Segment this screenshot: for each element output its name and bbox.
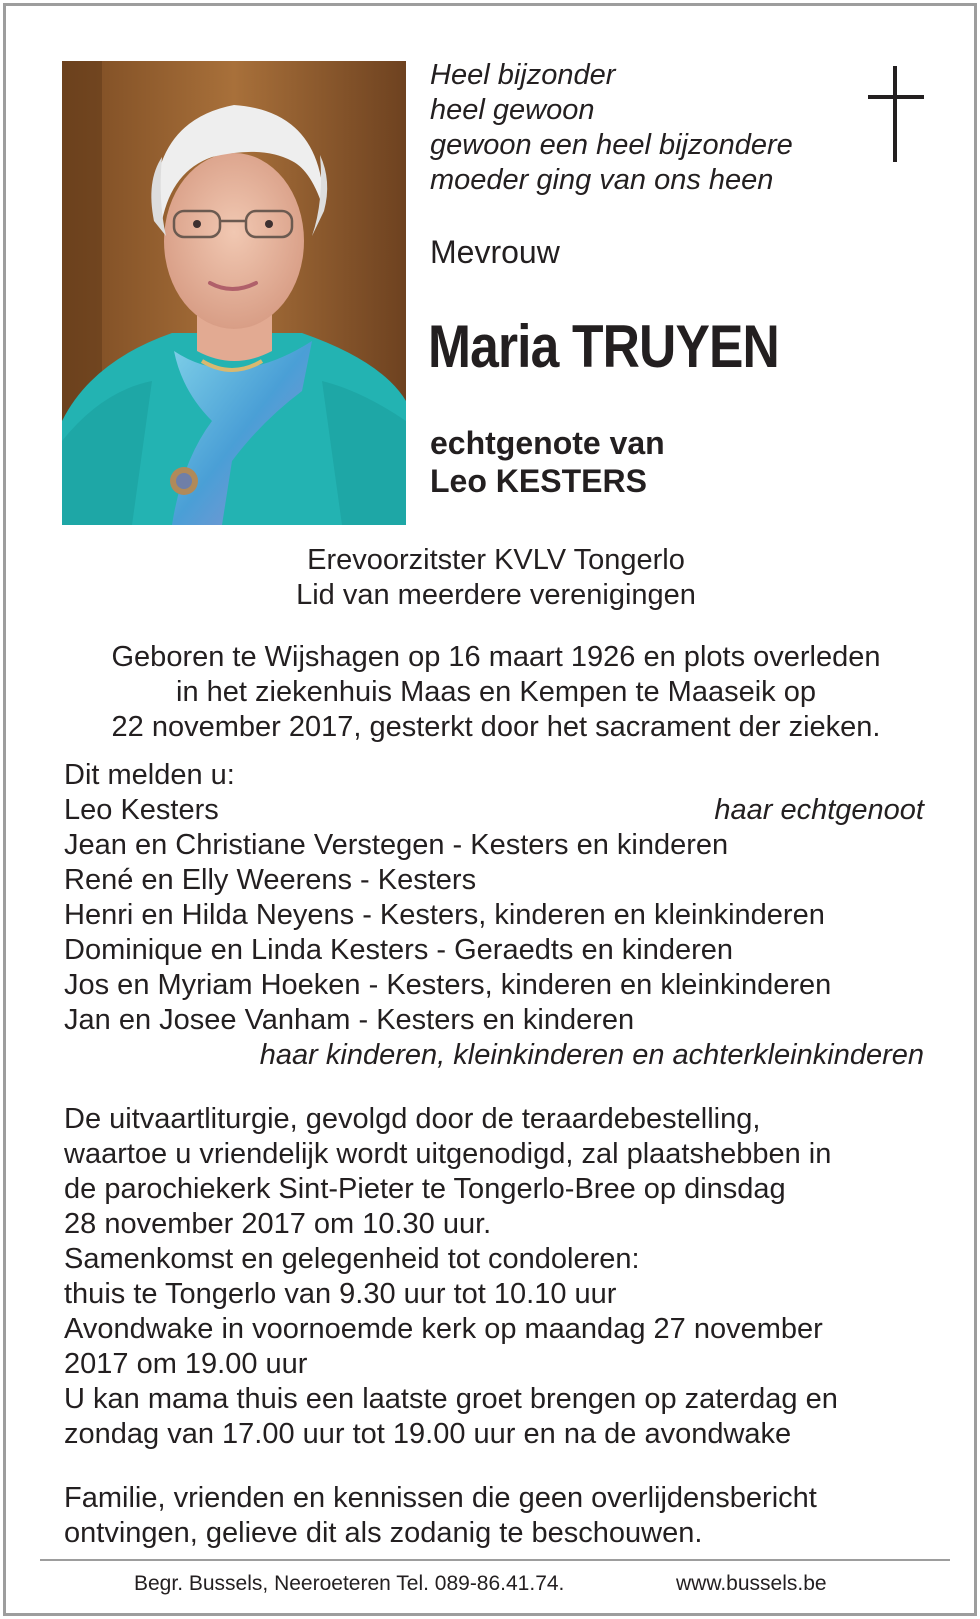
funeral-line: waartoe u vriendelijk wordt uitgenodigd, zal plaatshebben in xyxy=(64,1138,832,1170)
honorific: Mevrouw xyxy=(430,234,560,270)
mourner-row: Jean en Christiane Verstegen - Kesters en kinderen xyxy=(64,829,729,861)
funeral-line: 28 november 2017 om 10.30 uur. xyxy=(64,1208,492,1240)
closing-line: Familie, vrienden en kennissen die geen overlijdensbericht xyxy=(64,1482,817,1514)
spouse-label: echtgenote van xyxy=(430,425,665,461)
role-line: Lid van meerdere verenigingen xyxy=(296,579,696,611)
mourner-relation: haar echtgenoot xyxy=(714,794,924,826)
funeral-details xyxy=(64,1102,924,1452)
mourner-row-spouse xyxy=(64,793,924,828)
poem-line: moeder ging van ons heen xyxy=(430,164,774,196)
poem-line: Heel bijzonder xyxy=(430,59,616,91)
role-line: Erevoorzitster KVLV Tongerlo xyxy=(307,544,685,576)
portrait-image xyxy=(62,61,406,525)
birth-line: in het ziekenhuis Maas en Kempen te Maaseik op xyxy=(176,676,816,708)
footer-divider xyxy=(40,1559,950,1561)
spouse-block xyxy=(430,424,665,500)
poem-line: heel gewoon xyxy=(430,94,595,126)
mourner-row: Jan en Josee Vanham - Kesters en kinderen xyxy=(64,1004,635,1036)
deceased-name: Maria TRUYEN xyxy=(428,313,779,380)
website-link[interactable]: www.bussels.be xyxy=(676,1572,827,1595)
mourner-row: Henri en Hilda Neyens - Kesters, kinderen en kleinkinderen xyxy=(64,899,825,931)
spouse-name: Leo KESTERS xyxy=(430,463,647,499)
mourners-list xyxy=(64,758,924,1073)
portrait-photo xyxy=(62,61,406,525)
funeral-line: de parochiekerk Sint-Pieter te Tongerlo-Bree op dinsdag xyxy=(64,1173,786,1205)
mourners-intro: Dit melden u: xyxy=(64,759,235,791)
closing-line: ontvingen, gelieve dit als zodanig te beschouwen. xyxy=(64,1517,703,1549)
mourner-name: Leo Kesters xyxy=(64,794,219,826)
children-relation: haar kinderen, kleinkinderen en achterkleinkinderen xyxy=(259,1039,924,1071)
roles xyxy=(46,543,946,613)
death-notice-card xyxy=(3,3,977,1616)
birth-line: Geboren te Wijshagen op 16 maart 1926 en plots overleden xyxy=(111,641,881,673)
poem-line: gewoon een heel bijzondere xyxy=(430,129,793,161)
funeral-line: U kan mama thuis een laatste groet brengen op zaterdag en xyxy=(64,1383,838,1415)
birth-death-info xyxy=(46,640,946,745)
closing-note xyxy=(64,1481,924,1551)
cross-icon xyxy=(868,66,924,162)
mourner-row: Jos en Myriam Hoeken - Kesters, kinderen en kleinkinderen xyxy=(64,969,832,1001)
funeral-line: 2017 om 19.00 uur xyxy=(64,1348,308,1380)
undertaker-info: Begr. Bussels, Neeroeteren Tel. 089-86.41.74. xyxy=(134,1572,565,1595)
funeral-line: Avondwake in voornoemde kerk op maandag 27 november xyxy=(64,1313,823,1345)
funeral-line: De uitvaartliturgie, gevolgd door de teraardebestelling, xyxy=(64,1103,761,1135)
mourner-row: René en Elly Weerens - Kesters xyxy=(64,864,477,896)
birth-line: 22 november 2017, gesterkt door het sacrament der zieken. xyxy=(111,711,881,743)
mourner-row: Dominique en Linda Kesters - Geraedts en kinderen xyxy=(64,934,733,966)
funeral-line: zondag van 17.00 uur tot 19.00 uur en na de avondwake xyxy=(64,1418,792,1450)
poem xyxy=(430,58,793,198)
funeral-line: Samenkomst en gelegenheid tot condoleren: xyxy=(64,1243,640,1275)
funeral-line: thuis te Tongerlo van 9.30 uur tot 10.10 uur xyxy=(64,1278,617,1310)
